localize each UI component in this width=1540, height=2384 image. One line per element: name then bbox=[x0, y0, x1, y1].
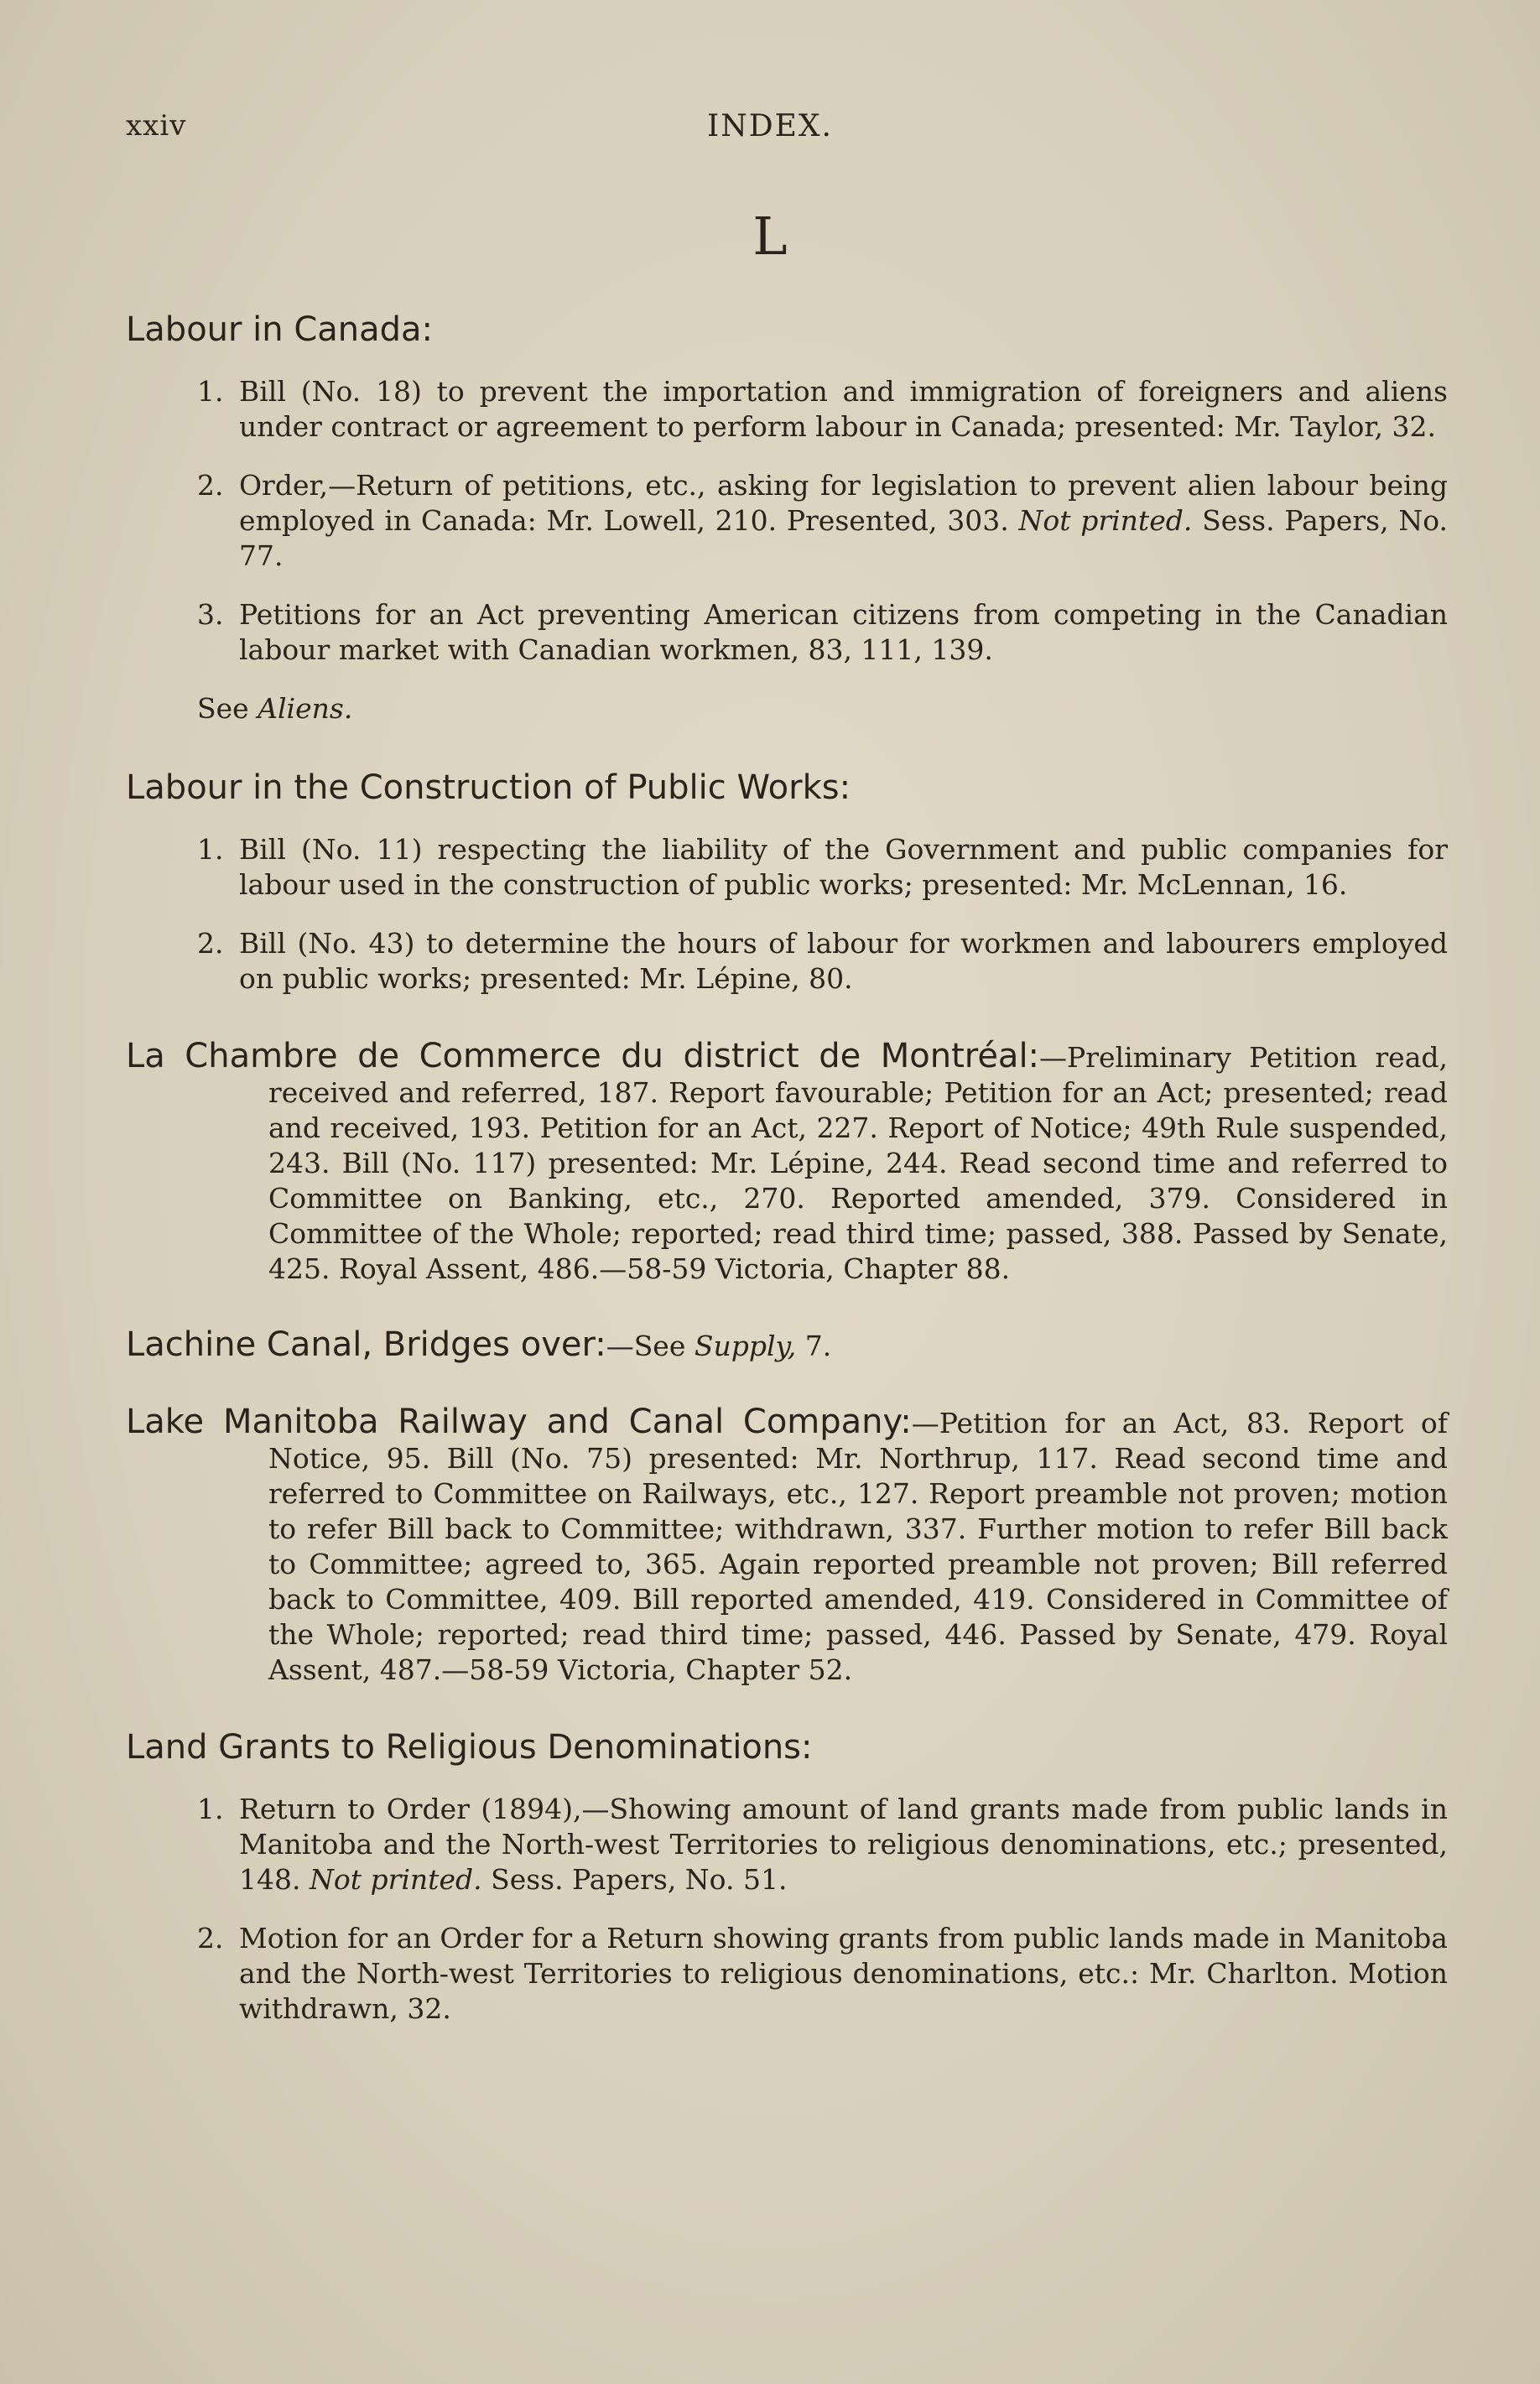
entry-text-after: 7. bbox=[796, 1330, 832, 1362]
item-number: 3. bbox=[197, 598, 224, 631]
entry-text: —Petition for an Act, 83. Report of Notice, 95. Bill (No. 75) presented: Mr. Northrup, 117. Read second time and referred to Committee on Railways, etc., 127. Report preamble not proven; motion to refer Bill back to Committee; withdrawn, 337. Further motion to refer Bill back to Committee; agreed to, 365. Again reported preamble not proven; Bill referred back to Committee, 409. Bill reported amended, 419. Considered in Committee of the Whole; reported; read third time; passed, 446. Passed by Senate, 479. Royal Assent, 487.—58-59 Victoria, Chapter 52. bbox=[268, 1407, 1448, 1686]
item-text-after: Sess. Papers, No. 51. bbox=[481, 1863, 788, 1896]
list-item bbox=[197, 832, 1448, 903]
entry-text: —See bbox=[606, 1330, 695, 1362]
running-head: INDEX. bbox=[707, 109, 833, 143]
entry-italic-ref: Supply, bbox=[694, 1330, 797, 1362]
item-number: 2. bbox=[197, 1922, 224, 1955]
section-letter: L bbox=[752, 206, 788, 267]
list-item bbox=[197, 468, 1448, 574]
item-number: 1. bbox=[197, 375, 224, 408]
item-number: 1. bbox=[197, 833, 224, 866]
entry-lake-manitoba bbox=[126, 1404, 1448, 1688]
entry-heading: La Chambre de Commerce du district de Montréal: bbox=[126, 1037, 1040, 1075]
entry-heading: Lachine Canal, Bridges over: bbox=[126, 1325, 606, 1364]
item-text: Bill (No. 18) to prevent the importation and immigration of foreigners and aliens under contract or agreement to perform labour in Canada; presented: Mr. Taylor, 32. bbox=[239, 375, 1448, 443]
list-item bbox=[197, 1792, 1448, 1897]
page-header bbox=[126, 109, 1414, 159]
item-italic-note: Not printed. bbox=[1018, 504, 1193, 537]
entry-heading: Labour in the Construction of Public Works: bbox=[126, 768, 851, 807]
entry-heading: Labour in Canada: bbox=[126, 310, 434, 349]
item-text: Return to Order (1894),—Showing amount of land grants made from public lands in Manitoba and the North-west Territories to religious denominations, etc.; presented, 148. bbox=[239, 1793, 1448, 1896]
item-text-after: Sess. Papers, No. 77. bbox=[239, 504, 1449, 572]
see-label: See bbox=[197, 692, 249, 725]
entry-labour-in-canada bbox=[126, 310, 1448, 726]
item-number: 2. bbox=[197, 469, 224, 502]
item-text: Bill (No. 43) to determine the hours of labour for workmen and labourers employed on public works; presented: Mr. Lépine, 80. bbox=[239, 927, 1448, 995]
list-item bbox=[197, 1921, 1448, 2027]
list-item bbox=[197, 926, 1448, 997]
see-also bbox=[197, 691, 1448, 726]
see-reference: Aliens. bbox=[258, 692, 353, 725]
entry-heading: Lake Manitoba Railway and Canal Company: bbox=[126, 1403, 912, 1441]
item-italic-note: Not printed. bbox=[309, 1863, 482, 1896]
entry-labour-public-works bbox=[126, 768, 1448, 997]
page-number: xxiv bbox=[126, 109, 187, 143]
item-text: Motion for an Order for a Return showing grants from public lands made in Manitoba and the North-west Territories to religious denominations, etc.: Mr. Charlton. Motion withdrawn, 32. bbox=[239, 1922, 1448, 2025]
item-text: Petitions for an Act preventing American citizens from competing in the Canadian labour market with Canadian workmen, 83, 111, 139. bbox=[239, 598, 1448, 666]
index-content bbox=[126, 310, 1448, 2069]
item-number: 2. bbox=[197, 927, 224, 960]
entry-lachine-canal bbox=[126, 1327, 1448, 1364]
list-item bbox=[197, 374, 1448, 445]
entry-land-grants bbox=[126, 1728, 1448, 2027]
entry-text: —Preliminary Petition read, received and referred, 187. Report favourable; Petition for an Act; presented; read and received, 193. Petition for an Act, 227. Report of Notice; 49th Rule suspended, 243. Bill (No. 117) presented: Mr. Lépine, 244. Read second time and referred to Committee on Banking, etc., 270. Reported amended, 379. Considered in Committee of the Whole; reported; read third time; passed, 388. Passed by Senate, 425. Royal Assent, 486.—58-59 Victoria, Chapter 88. bbox=[268, 1041, 1448, 1285]
item-text: Bill (No. 11) respecting the liability of the Government and public companies for labour used in the construction of public works; presented: Mr. McLennan, 16. bbox=[239, 833, 1448, 901]
list-item bbox=[197, 597, 1448, 668]
entry-heading: Land Grants to Religious Denominations: bbox=[126, 1728, 813, 1767]
item-number: 1. bbox=[197, 1793, 224, 1825]
item-text: Order,—Return of petitions, etc., asking for legislation to prevent alien labour being employed in Canada: Mr. Lowell, 210. Presented, 303. bbox=[239, 469, 1448, 537]
entry-chambre-de-commerce bbox=[126, 1038, 1448, 1287]
